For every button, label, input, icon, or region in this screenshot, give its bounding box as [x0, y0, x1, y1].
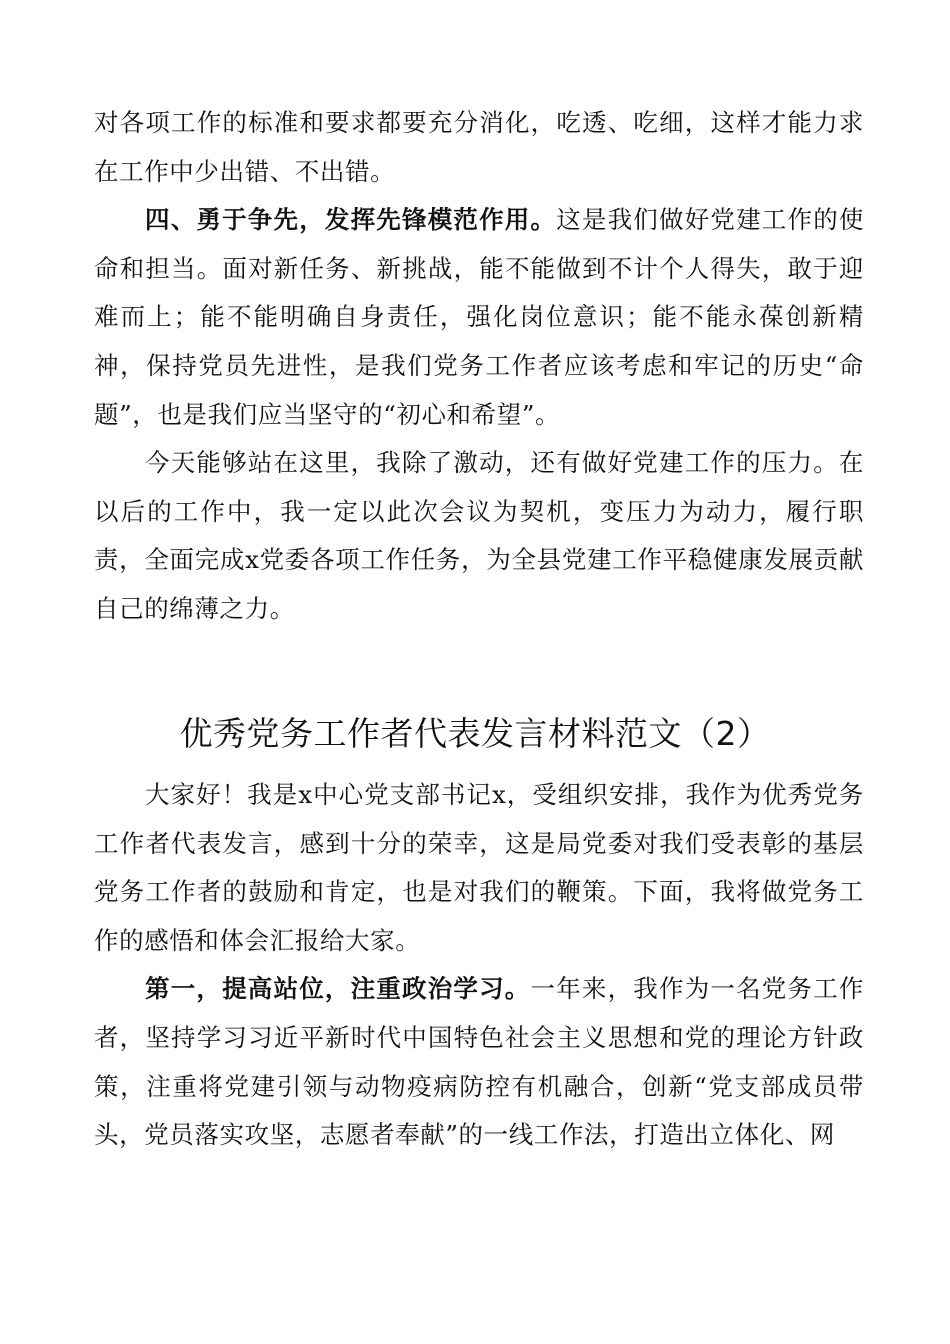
document-title: 优秀党务工作者代表发言材料范文（2） — [179, 714, 771, 753]
paragraph-four-vanguard: 四、勇于争先，发挥先锋模范作用。这是我们做好党建工作的使命和担当。面对新任务、新挑战，能不能做到不计个人得失，敢于迎难而上；能不能明确自身责任，强化岗位意识；能不能永葆创新精神，保持党员先进性，是我们党务工作者应该考虑和牢记的历史“命题”，也是我们应当坚守的“初心和希望”。 — [94, 205, 864, 429]
paragraph-greeting: 大家好！我是x中心党支部书记x，受组织安排，我作为优秀党务工作者代表发言，感到十分的荣幸，这是局党委对我们受表彰的基层党务工作者的鼓励和肯定，也是对我们的鞭策。下面，我将做党务工作的感悟和体会汇报给大家。 — [94, 780, 864, 955]
paragraph-continuation: 对各项工作的标准和要求都要充分消化，吃透、吃细，这样才能力求在工作中少出错、不出错。 — [94, 108, 864, 186]
paragraph-heading: 四、勇于争先，发挥先锋模范作用。 — [145, 205, 557, 235]
paragraph-heading: 第一，提高站位，注重政治学习。 — [145, 974, 531, 1004]
section-1-body — [94, 99, 864, 634]
paragraph-closing: 今天能够站在这里，我除了激动，还有做好党建工作的压力。在以后的工作中，我一定以此次会议为契机，变压力为动力，履行职责，全面完成x党委各项工作任务，为全县党建工作平稳健康发展贡献自己的绵薄之力。 — [94, 448, 864, 623]
paragraph-first-point: 第一，提高站位，注重政治学习。一年来，我作为一名党务工作者，坚持学习习近平新时代中国特色社会主义思想和党的理论方针政策，注重将党建引领与动物疫病防控有机融合，创新“党支部成员带头，党员落实攻坚，志愿者奉献”的一线工作法，打造出立体化、网 — [94, 974, 864, 1150]
section-2-body — [94, 771, 864, 1160]
